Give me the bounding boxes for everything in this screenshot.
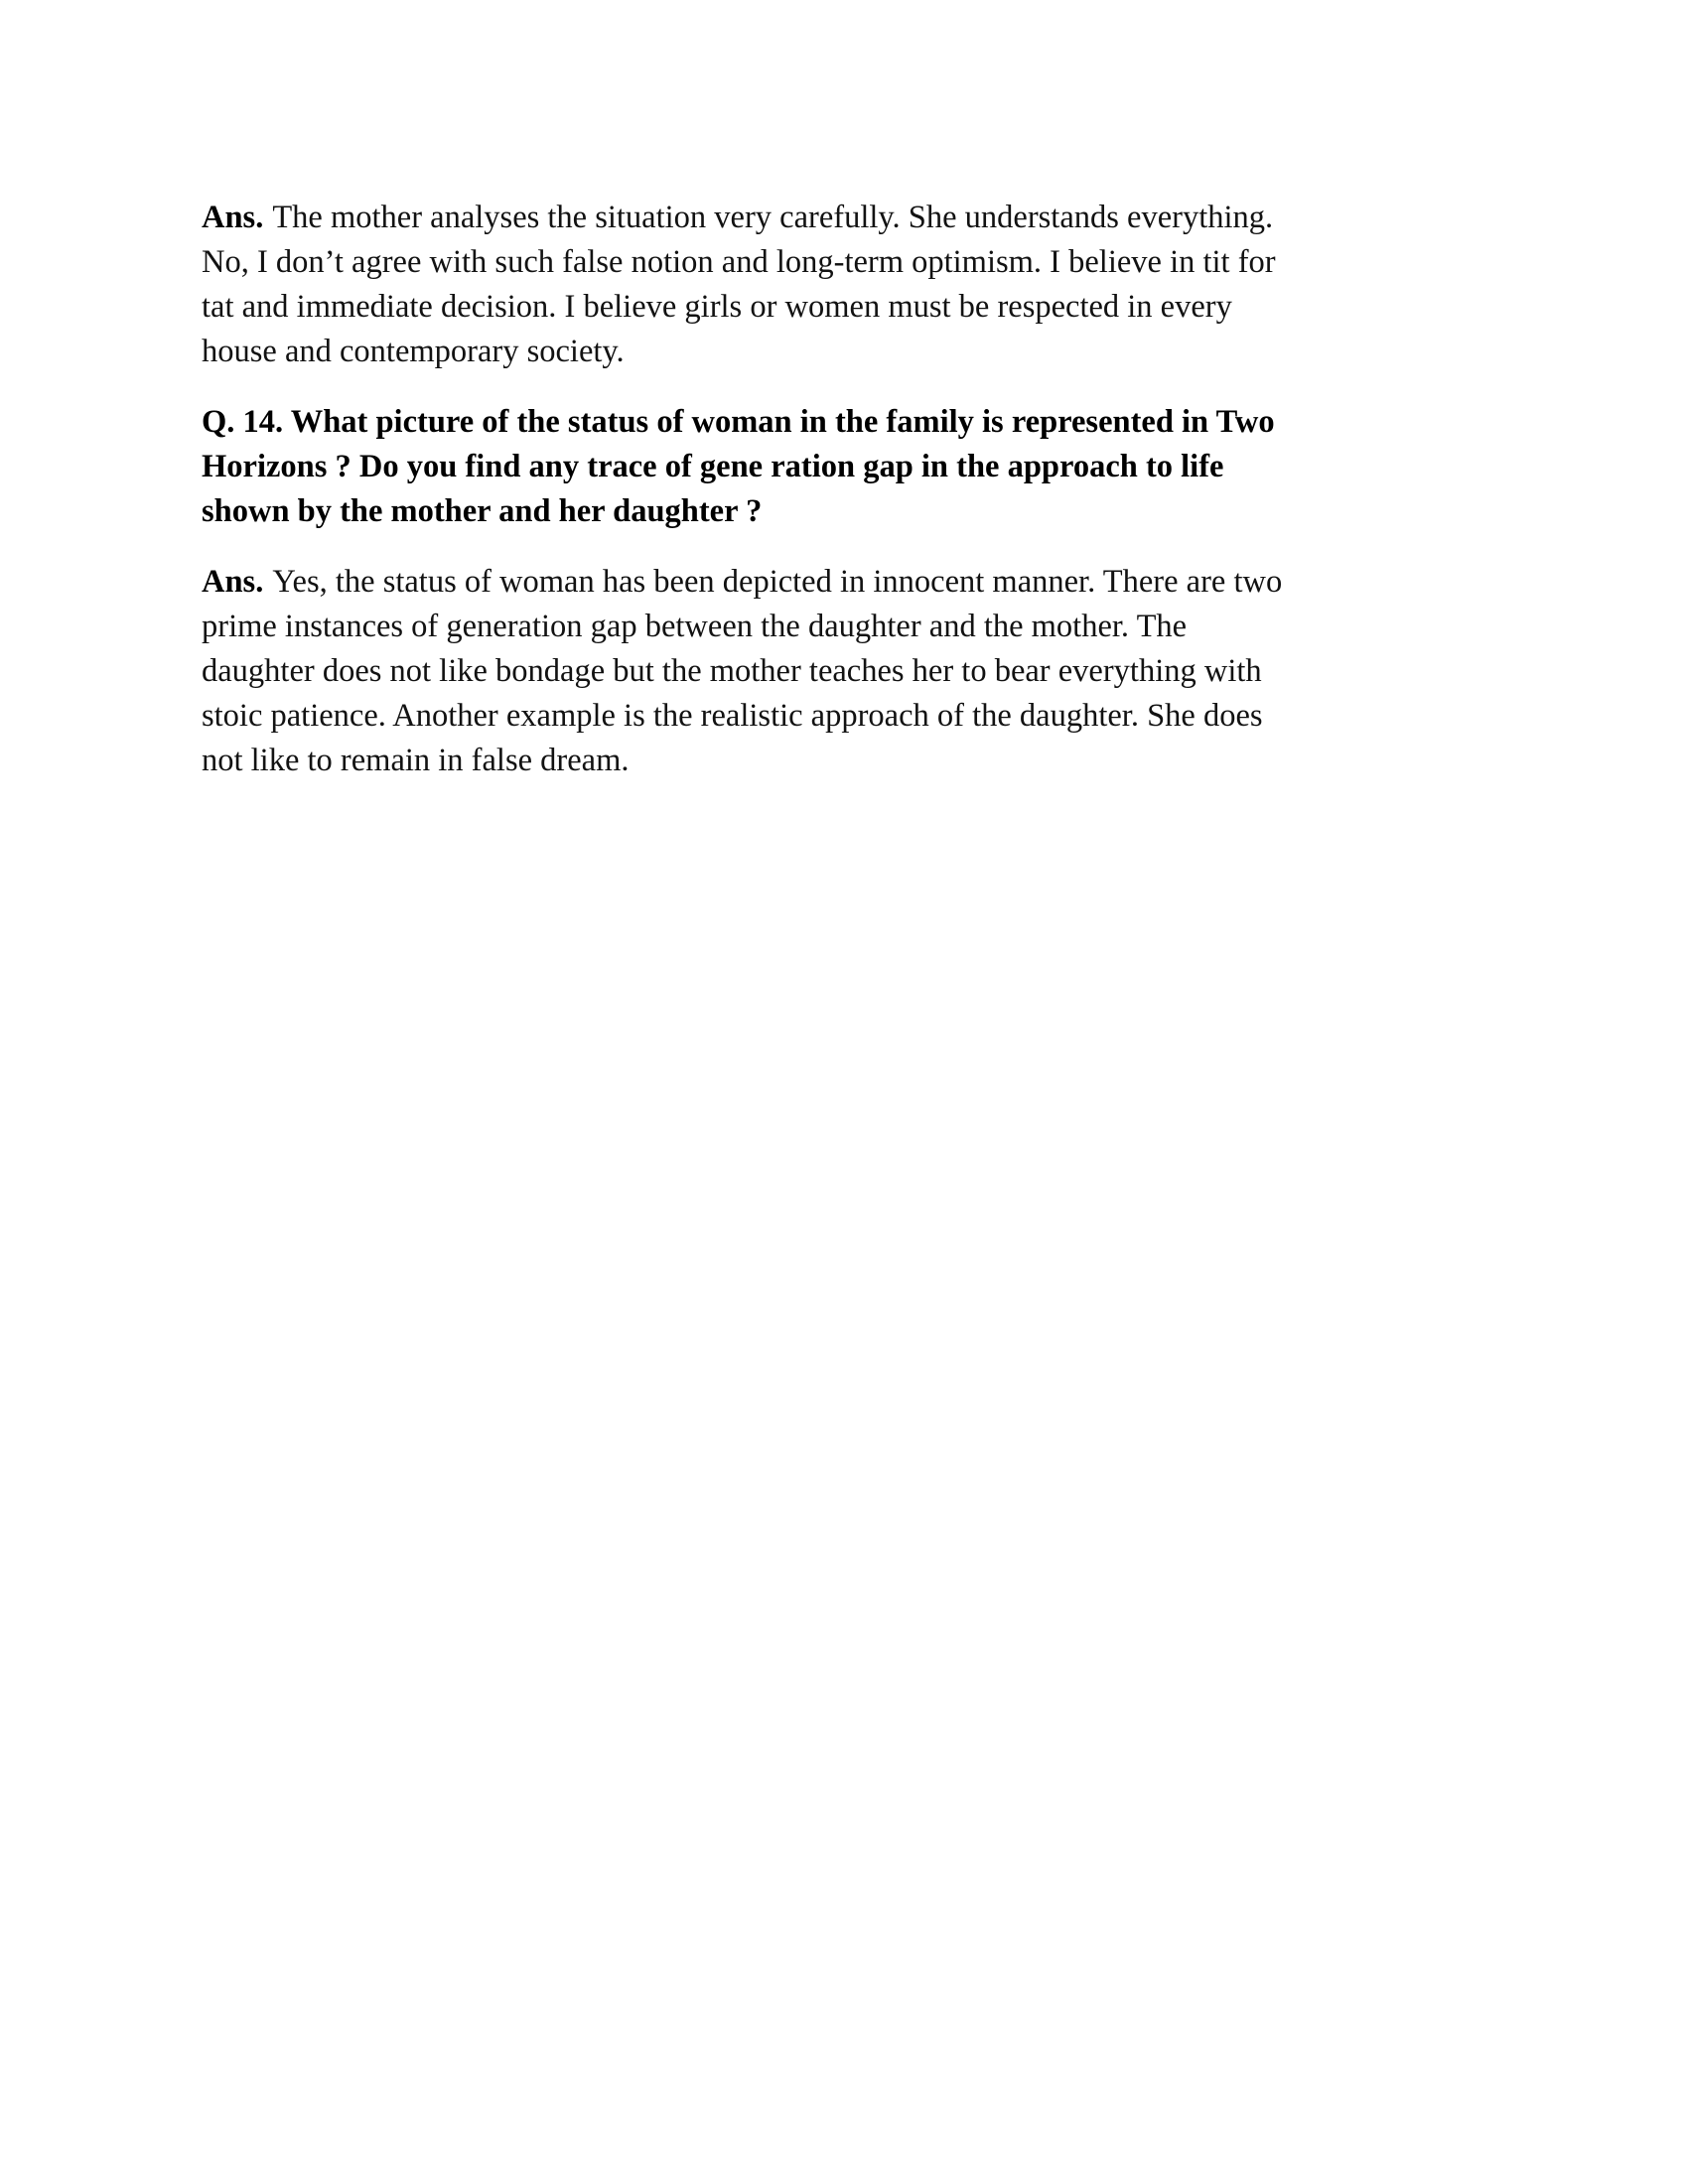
text-line-body: Yes, the status of woman has been depicted in innocent manner. There are two	[272, 564, 1283, 600]
text-line: daughter does not like bondage but the mother teaches her to bear everything with	[202, 653, 1262, 689]
question-14-paragraph	[202, 400, 1522, 534]
text-line: Horizons ? Do you find any trace of gene ration gap in the approach to life	[202, 449, 1224, 484]
text-line: Q. 14. What picture of the status of woman in the family is represented in Two	[202, 404, 1275, 440]
text-line	[202, 560, 1522, 605]
answer-label: Ans.	[202, 564, 264, 600]
text-line	[202, 196, 1522, 240]
text-line: prime instances of generation gap between the daughter and the mother. The	[202, 609, 1188, 644]
text-line: tat and immediate decision. I believe girls or women must be respected in every	[202, 289, 1232, 325]
text-line: No, I don’t agree with such false notion and long-term optimism. I believe in tit for	[202, 244, 1276, 280]
text-line: shown by the mother and her daughter ?	[202, 493, 763, 529]
text-line-body: The mother analyses the situation very carefully. She understands everything.	[272, 200, 1274, 235]
answer-label: Ans.	[202, 200, 264, 235]
text-line: stoic patience. Another example is the realistic approach of the daughter. She does	[202, 698, 1263, 734]
answer-14-paragraph	[202, 560, 1522, 783]
text-line: house and contemporary society.	[202, 334, 625, 369]
answer-13-paragraph	[202, 196, 1522, 374]
document-content	[202, 196, 1522, 809]
text-line: not like to remain in false dream.	[202, 743, 630, 778]
